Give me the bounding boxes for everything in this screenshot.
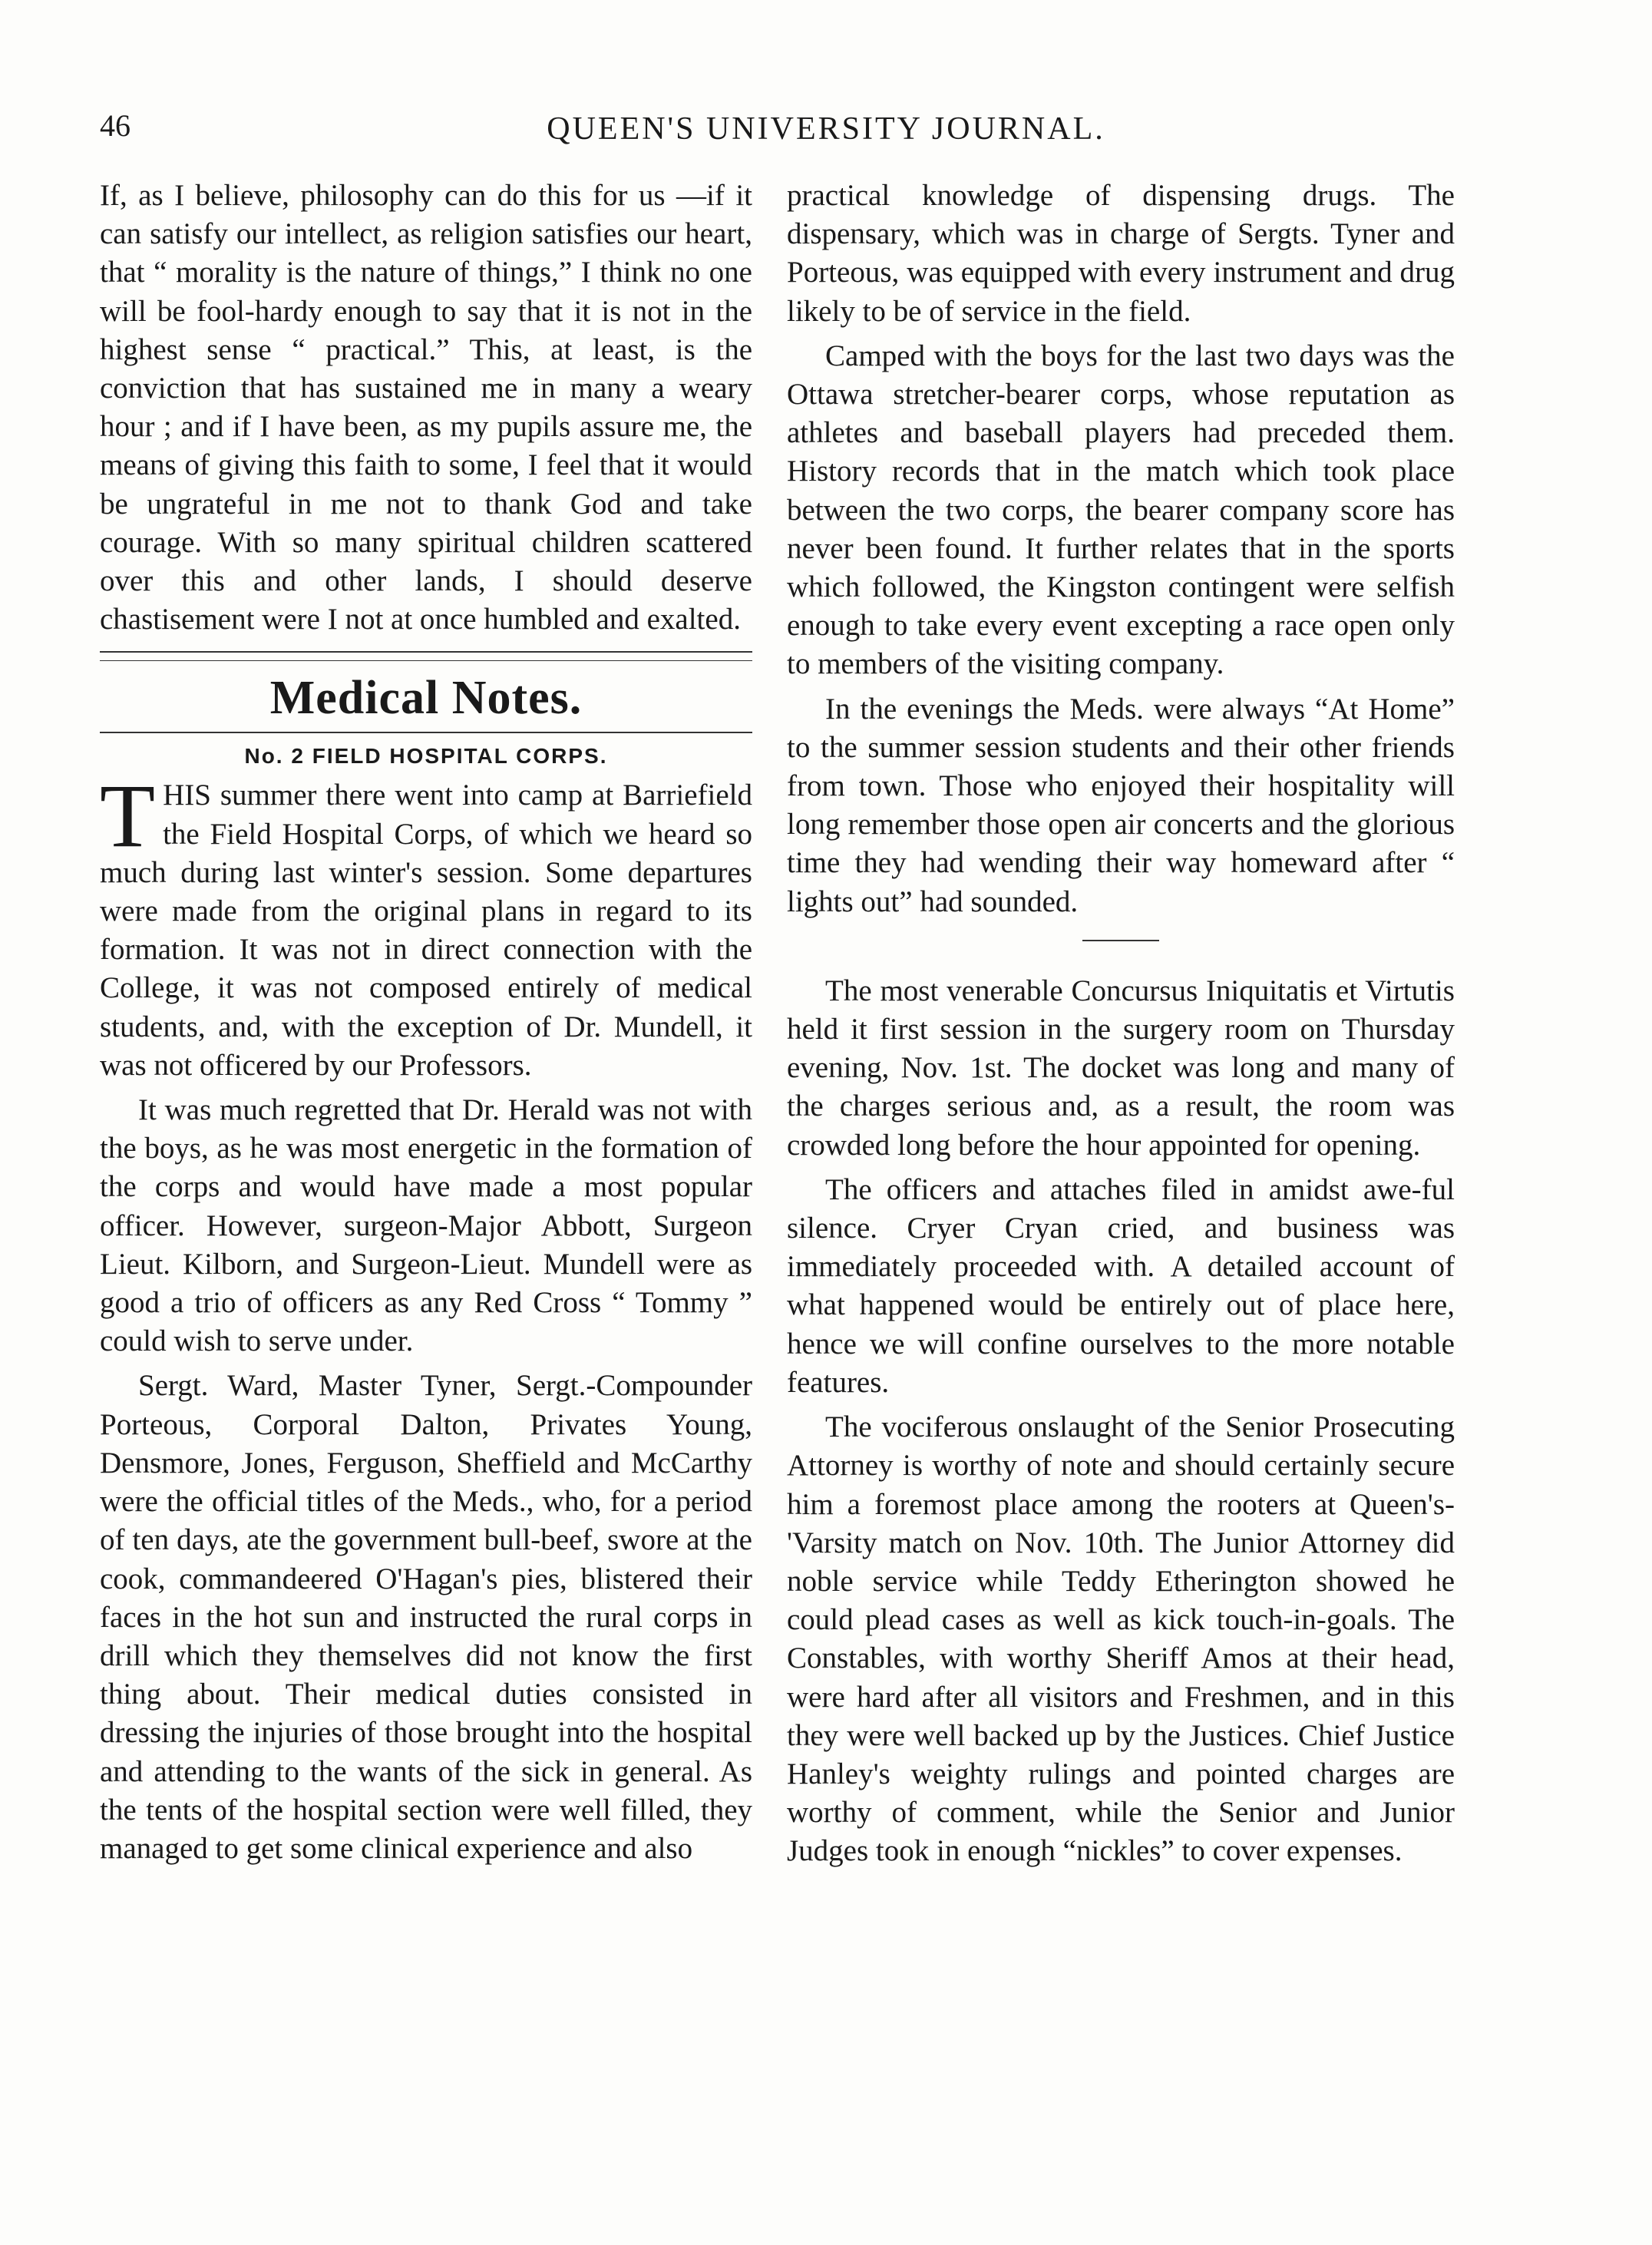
article-paragraph: In the evenings the Meds. were always “At Home” to the summer session students and their other friends from town. Those who enjoyed their hospitality will long remember those open air concerts and the glorious time they had wending their way homeward after “ lights out” had sounded. — [787, 692, 1455, 918]
article-paragraph: It was much regretted that Dr. Herald was not with the boys, as he was most energetic in the formation of the corps and would have made a most popular officer. However, surgeon-Major Abbott, Surgeon Lieut. Kilborn, and Surgeon-Lieut. Mundell were as good a trio of officers as any Red Cross “ Tommy ” could wish to serve under. — [100, 1093, 752, 1358]
article-paragraph: Sergt. Ward, Master Tyner, Sergt.-Compounder Porteous, Corporal Dalton, Privates Young, Densmore, Jones, Ferguson, Sheffield and McCarthy were the official titles of the Meds., who, for a period of ten days, ate the government bull-beef, swore at the cook, commandeered O'Hagan's pies, blistered their faces in the hot sun and instructed the rural corps in drill which they themselves did not know the first thing about. Their medical duties consisted in dressing the injuries of those brought into the hospital and attending to the wants of the sick in general. As the tents of the hospital section were well filled, they managed to get some clinical experience and also — [100, 1369, 752, 1865]
left-column — [100, 177, 752, 1868]
section-title: Medical Notes. — [269, 672, 583, 725]
article-paragraph: Camped with the boys for the last two days was the Ottawa stretcher-bearer corps, whose reputation as athletes and baseball players had preceded them. History records that in the match which took place between the two corps, the bearer company score has never been found. It further relates that in the sports which followed, the Kingston contingent were selfish enough to take every event excepting a race open only to members of the visiting company. — [787, 339, 1455, 681]
paragraph-text: HIS summer there went into camp at Barriefield the Field Hospital Corps, of which we heard so much during last winter's session. Some departures were made from the original plans in regard to its formation. It was not in direct connection with the College, it was not composed entirely of medical students, and, with the exception of Dr. Mundell, it was not officered by our Professors. — [100, 779, 752, 1082]
title-rule — [100, 732, 752, 733]
short-divider — [1082, 940, 1159, 941]
article-paragraph — [100, 765, 752, 1085]
running-title: QUEEN'S UNIVERSITY JOURNAL. — [547, 111, 1105, 147]
article-paragraph: The vociferous onslaught of the Senior Prosecuting Attorney is worthy of note and should certainly secure him a foremost place among the rooters at Queen's-'Varsity match on Nov. 10th. The Junior Attorney did noble service while Teddy Etherington showed he could plead cases as well as kick touch-in-goals. The Constables, with worthy Sheriff Amos at their head, were hard after all visitors and Freshmen, and in this they were well backed up by the Justices. Chief Justice Hanley's weighty rulings and pointed charges are worthy of comment, while the Senior and Junior Judges took in enough “nickles” to cover expenses. — [787, 1410, 1455, 1868]
page-number: 46 — [100, 108, 131, 143]
article-paragraph: The most venerable Concursus Iniquitatis et Virtutis held it first session in the surgery room on Thursday evening, Nov. 1st. The docket was long and many of the charges serious and, as a result, the room was crowded long before the hour appointed for opening. — [787, 974, 1455, 1162]
continuation-paragraph: If, as I believe, philosophy can do this for us —if it can satisfy our intellect, as religion satisfies our heart, that “ morality is the nature of things,” I think no one will be fool-hardy enough to say that it is not in the highest sense “ practical.” This, at least, is the conviction that has sustained me in many a weary hour ; and if I have been, as my pupils assure me, the means of giving this faith to some, I feel that it would be ungrateful in me not to thank God and take courage. With so many spiritual children scattered over this and other lands, I should deserve chastisement were I not at once humbled and exalted. — [100, 179, 752, 636]
drop-cap: T — [100, 765, 156, 867]
section-divider — [100, 651, 752, 661]
continuation-paragraph: practical knowledge of dispensing drugs. The dispensary, which was in charge of Sergts. Tyner and Porteous, was equipped with every instrument and drug likely to be of service in the field. — [787, 179, 1455, 328]
article-subheading: No. 2 FIELD HOSPITAL CORPS. — [244, 744, 608, 769]
article-paragraph: The officers and attaches filed in amidst awe-ful silence. Cryer Cryan cried, and business was immediately proceeded with. A detailed account of what happened would be entirely out of place here, hence we will confine ourselves to the more notable features. — [787, 1172, 1455, 1399]
right-column — [787, 177, 1455, 1871]
